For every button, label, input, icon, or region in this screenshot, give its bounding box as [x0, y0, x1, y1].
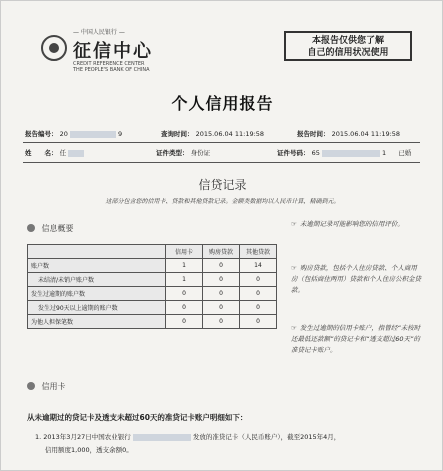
table-cell: 0	[166, 287, 203, 301]
table-cell: 0	[203, 273, 240, 287]
table-row	[28, 315, 277, 329]
pointing-hand-icon: ☞	[291, 220, 297, 228]
org-english-name-1: CREDIT REFERENCE CENTER	[73, 61, 145, 67]
detail-heading: 从未逾期过的贷记卡及透支未超过60天的准贷记卡账户明细如下：	[27, 413, 248, 422]
redaction-block	[322, 150, 380, 157]
pointing-hand-icon: ☞	[291, 264, 297, 272]
redaction-block	[68, 150, 84, 157]
hint-text: 发生过逾期的信用卡账户，指曾经“未按时还最低还款额”的贷记卡和“透支超过60天”的准贷记卡账户。	[291, 324, 421, 354]
id-type	[156, 148, 210, 157]
pboc-logo-icon	[41, 35, 67, 61]
table-cell: 0	[203, 301, 240, 315]
table-cell: 0	[203, 287, 240, 301]
table-cell: 0	[166, 315, 203, 329]
detail-line-1	[35, 432, 340, 441]
report-number-label: 报告编号：	[25, 130, 58, 138]
section-note: 这部分包含您的信用卡、贷款和其他贷款记录。金额类数据均以人民币计算，精确到元。	[105, 198, 340, 205]
table-cell: 0	[240, 287, 277, 301]
marital-status: 已婚	[398, 149, 412, 157]
section-title: 信贷记录	[198, 178, 247, 192]
detail-line-2: 信用额度1,000，透支余额0。	[45, 446, 133, 454]
id-type-label: 证件类型：	[156, 149, 189, 157]
table-header-cell: 其他贷款	[240, 245, 277, 259]
hint-note	[291, 323, 421, 356]
id-number-label: 证件号码：	[277, 149, 310, 157]
table-row	[28, 273, 277, 287]
hint-note	[291, 219, 421, 230]
report-time-label: 报告时间：	[297, 130, 330, 138]
bullet-icon	[27, 224, 35, 232]
report-number	[25, 129, 122, 138]
table-row	[28, 259, 277, 273]
detail-line-1-a: 1. 2013年3月27日中国农业银行	[35, 433, 131, 441]
person-name	[25, 148, 84, 157]
detail-line-1-b: 发放的准贷记卡（人民币账户），截至2015年4月，	[192, 433, 341, 441]
summary-table	[27, 244, 277, 329]
row-label: 为他人担保笔数	[28, 315, 166, 329]
table-header-cell: 购房贷款	[203, 245, 240, 259]
report-number-suffix: 9	[118, 130, 123, 138]
redaction-block	[70, 131, 116, 138]
org-top-label: — 中国人民银行 —	[73, 29, 125, 36]
name-label: 姓 名：	[25, 149, 58, 157]
table-cell: 0	[240, 301, 277, 315]
table-cell: 1	[166, 259, 203, 273]
row-label: 未结清/未销户账户数	[28, 273, 166, 287]
table-header-row	[28, 245, 277, 259]
id-number-value: 65	[311, 149, 320, 157]
query-time	[161, 129, 264, 138]
row-label: 账户数	[28, 259, 166, 273]
table-cell: 14	[240, 259, 277, 273]
hint-text: 未逾期记录可能影响您的信用评价。	[299, 220, 404, 228]
id-type-value: 身份证	[190, 149, 211, 157]
table-cell: 1	[166, 273, 203, 287]
org-name: 征信中心	[73, 41, 153, 62]
bullet-icon	[27, 382, 35, 390]
table-header-cell: 信用卡	[166, 245, 203, 259]
report-time-value: 2015.06.04 11:19:58	[331, 130, 401, 138]
summary-heading-label: 信息概要	[41, 224, 74, 233]
hint-text: 购房贷款，包括个人住房贷款、个人商用房（包括商住两用）贷款和个人住房公积金贷款。	[291, 264, 421, 294]
query-time-value: 2015.06.04 11:19:58	[195, 130, 265, 138]
redaction-block	[133, 434, 191, 441]
table-row	[28, 301, 277, 315]
report-title: 个人信用报告	[171, 94, 274, 113]
id-number-suffix: 1	[382, 149, 387, 157]
credit-card-heading	[27, 381, 66, 392]
notice-line-1: 本报告仅供您了解	[311, 36, 384, 46]
table-row	[28, 287, 277, 301]
name-value: 任	[59, 149, 67, 157]
org-header	[41, 25, 181, 75]
table-cell: 0	[240, 315, 277, 329]
table-cell: 0	[240, 273, 277, 287]
notice-line-2: 自己的信用状况使用	[307, 48, 389, 58]
table-cell: 0	[203, 315, 240, 329]
org-english-name-2: THE PEOPLE'S BANK OF CHINA	[73, 67, 150, 73]
table-cell: 0	[203, 259, 240, 273]
summary-heading	[27, 223, 74, 234]
pointing-hand-icon: ☞	[291, 324, 297, 332]
query-time-label: 查询时间：	[161, 130, 194, 138]
row-label: 发生过逾期的账户数	[28, 287, 166, 301]
report-time	[297, 129, 400, 138]
divider	[23, 162, 420, 163]
table-cell: 0	[166, 301, 203, 315]
notice-stamp	[284, 31, 412, 61]
hint-note	[291, 263, 421, 296]
divider	[23, 142, 420, 143]
row-label: 发生过90天以上逾期的账户数	[28, 301, 166, 315]
report-number-value: 20	[59, 130, 68, 138]
id-number	[277, 148, 411, 157]
credit-card-heading-label: 信用卡	[41, 382, 66, 391]
table-header-cell	[28, 245, 166, 259]
